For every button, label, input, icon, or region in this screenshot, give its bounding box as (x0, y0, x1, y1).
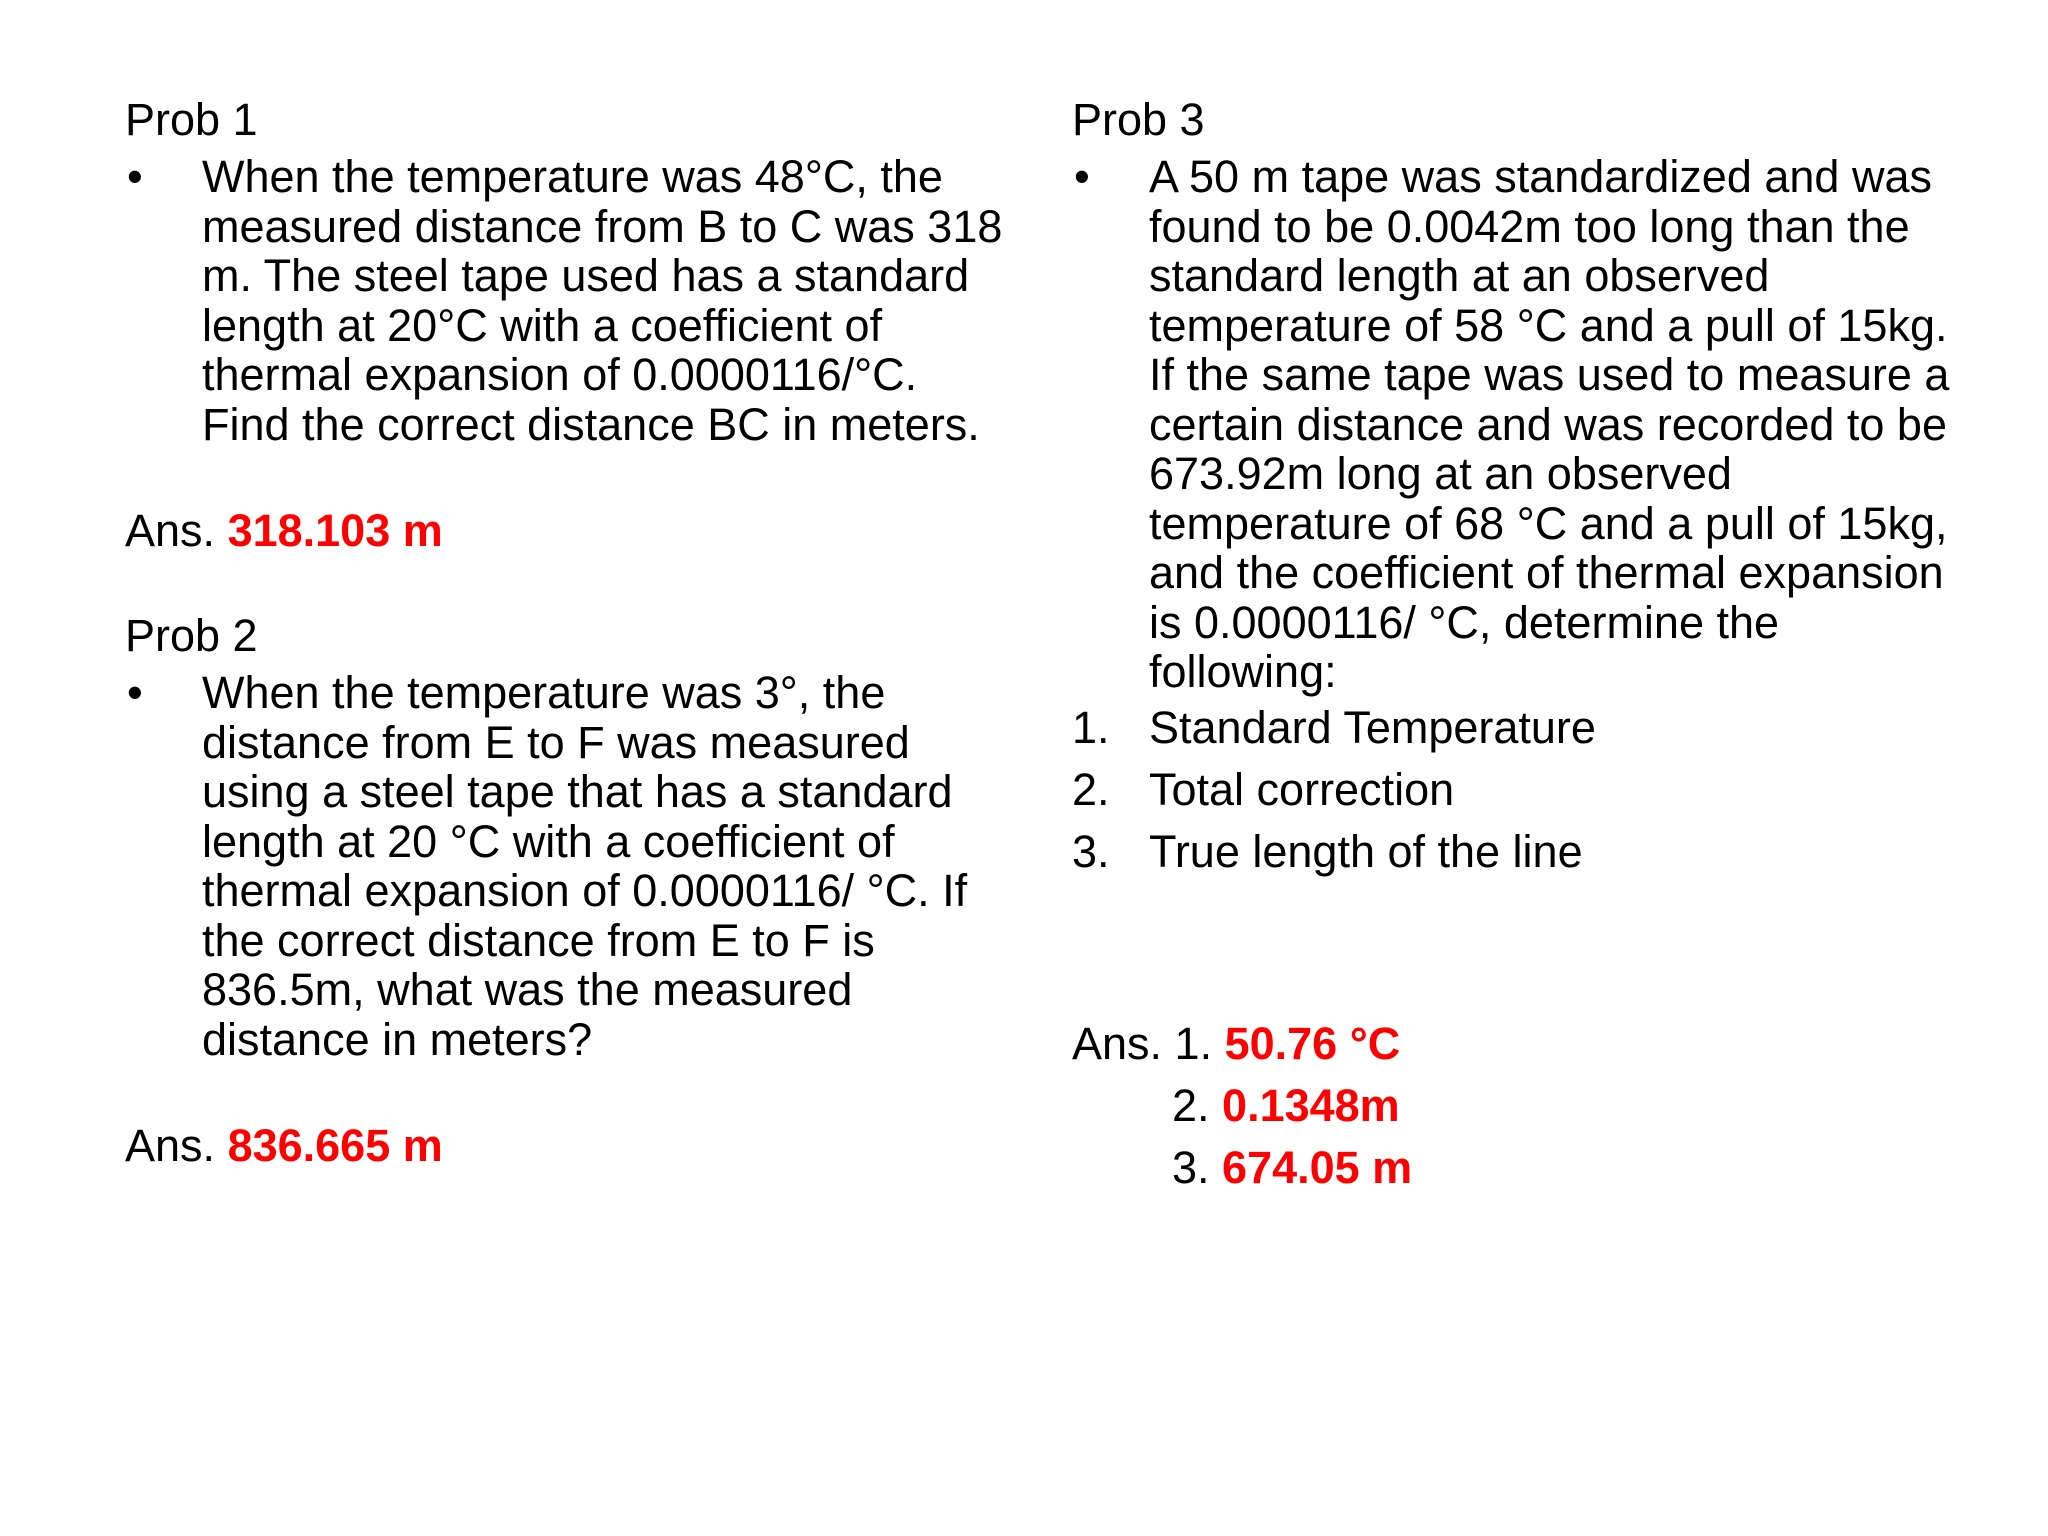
prob3-answer-label: Ans. 1. (1072, 1017, 1213, 1069)
prob1-heading: Prob 1 (125, 94, 258, 145)
prob1-text: When the temperature was 48°C, the measured distance from B to C was 318 m. The steel tape used has a standard length at 20°C with a coefficient of thermal expansion of 0.0000116/°C. Find the correct distance BC in meters. (202, 151, 1003, 450)
list-item: 3. True length of the line (1072, 825, 1583, 877)
prob2-heading: Prob 2 (125, 610, 258, 661)
prob2-bullet-item (125, 668, 1005, 1064)
prob3-answer-value-3: 674.05 m (1222, 1141, 1413, 1193)
list-item: 2. Total correction (1072, 763, 1455, 815)
prob2-text: When the temperature was 3°, the distance from E to F was measured using a steel tape that has a standard length at 20 °C with a coefficient of thermal expansion of 0.0000116/ °C. If the correct distance from E to F is 836.5m, what was the measured distance in meters? (202, 667, 968, 1065)
prob3-answer-3: 3. 674.05 m (1172, 1141, 1413, 1193)
prob1-answer (125, 501, 1005, 561)
right-column (1072, 90, 1972, 1199)
prob3-answer-value-1: 50.76 °C (1224, 1017, 1401, 1069)
prob3-answer-1 (1072, 1013, 1972, 1075)
left-column (125, 90, 1005, 1176)
prob3-bullet-item (1072, 152, 1972, 697)
prob1-bullet-item (125, 152, 1005, 449)
bullet-icon: • (127, 151, 143, 202)
prob1-answer-label: Ans. (125, 505, 216, 556)
bullet-icon: • (1074, 151, 1090, 202)
prob3-heading: Prob 3 (1072, 94, 1205, 145)
list-item: 1. Standard Temperature (1072, 701, 1596, 753)
prob3-text: A 50 m tape was standardized and was found to be 0.0042m too long than the standard length at an observed temperature of 58 °C and a pull of 15kg. If the same tape was used to measure a certain distance and was recorded to be 673.92m long at an observed temperature of 68 °C and a pull of 15kg, and the coefficient of thermal expansion is 0.0000116/ °C, determine the following: (1149, 151, 1950, 697)
prob2-answer-label: Ans. (125, 1120, 216, 1171)
prob1-answer-value: 318.103 m (227, 505, 443, 556)
bullet-icon: • (127, 667, 143, 718)
prob3-question-list (1072, 697, 1972, 883)
prob3-answer-2: 2. 0.1348m (1172, 1079, 1400, 1131)
prob3-answer-value-2: 0.1348m (1222, 1079, 1400, 1131)
prob2-answer-value: 836.665 m (227, 1120, 443, 1171)
prob2-answer (125, 1116, 1005, 1176)
